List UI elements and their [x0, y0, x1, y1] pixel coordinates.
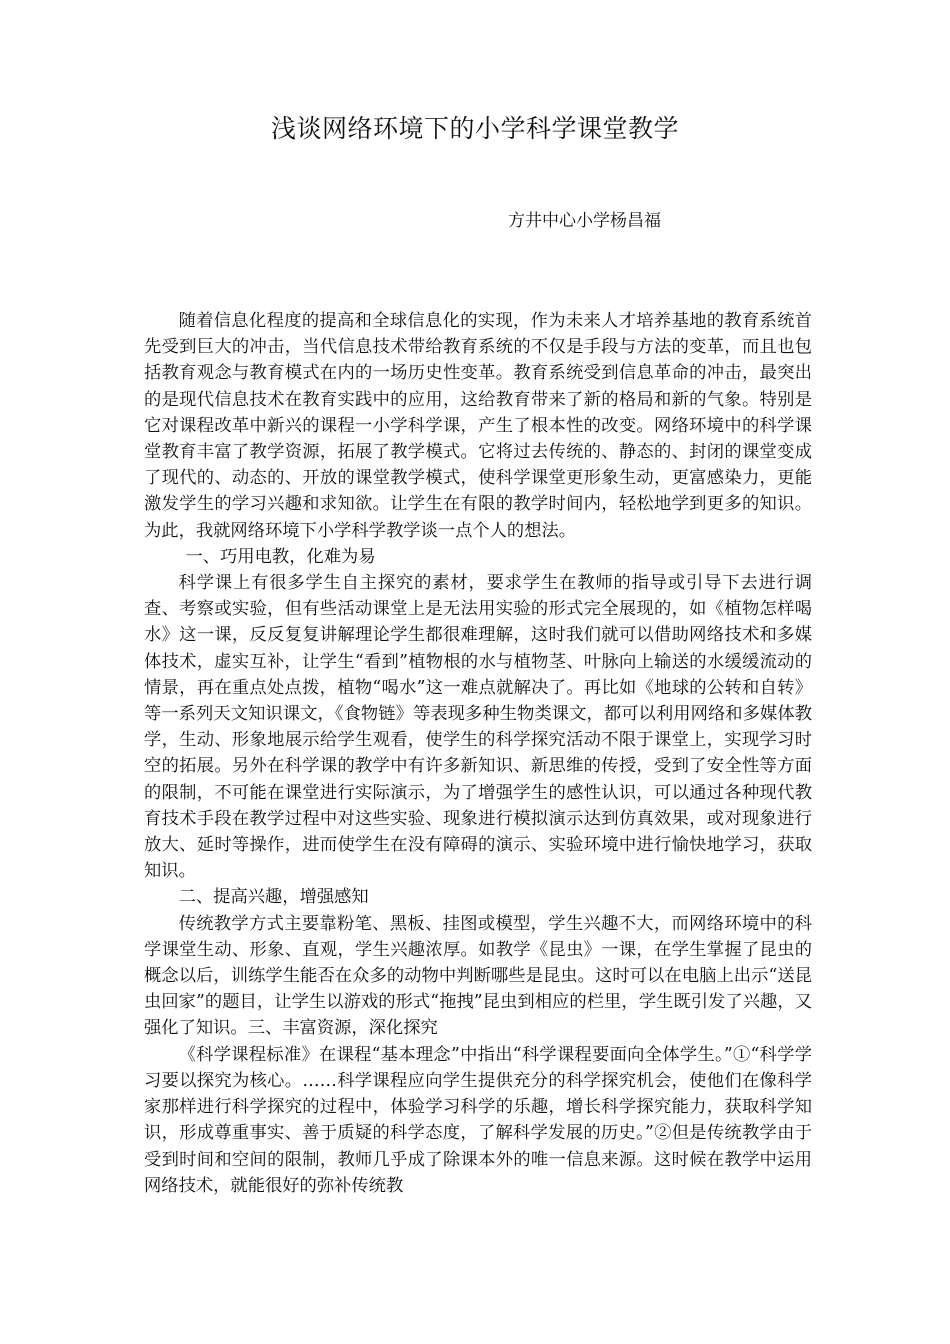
section-heading-2: 二、提高兴趣，增强感知 — [178, 887, 369, 908]
document-author: 方井中心小学杨昌福 — [508, 211, 661, 231]
paragraph-section-3: 《科学课程标准》在课程“基本理念”中指出“科学课程要面向全体学生。”①“科学学习要以探究为核心。……科学课程应向学生提供充分的科学探究机会，使他们在像科学家那样进行科学探究的过程中，体验学习科学的乐趣，增长科学探究能力，获取科学知识，形成尊重事实、善于质疑的科学态度，了解科学发展的历史。”②但是传统教学由于受到时间和空间的限制，教师几乎成了除课本外的唯一信息来源。这时候在教学中运用网络技术，就能很好的弥补传统教 — [144, 1044, 812, 1196]
paragraph-intro: 随着信息化程度的提高和全球信息化的实现，作为未来人才培养基地的教育系统首先受到巨大的冲击，当代信息技术带给教育系统的不仅是手段与方法的变革，而且也包括教育观念与教育模式在内的一场历史性变革。教育系统受到信息革命的冲击，最突出的是现代信息技术在教育实践中的应用，这给教育带来了新的格局和新的气象。特别是它对课程改革中新兴的课程一小学科学课，产生了根本性的改变。网络环境中的科学课堂教育丰富了教学资源，拓展了教学模式。它将过去传统的、静态的、封闭的课堂变成了现代的、动态的、开放的课堂教学模式，使科学课堂更形象生动，更富感染力，更能激发学生的学习兴趣和求知欲。让学生在有限的教学时间内，轻松地学到更多的知识。为此，我就网络环境下小学科学教学谈一点个人的想法。 — [144, 311, 812, 541]
paragraph-section-1: 科学课上有很多学生自主探究的素材，要求学生在教师的指导或引导下去进行调查、考察或实验，但有些活动课堂上是无法用实验的形式完全展现的，如《植物怎样喝水》这一课，反反复复讲解理论学生都很难理解，这时我们就可以借助网络技术和多媒体技术，虚实互补，让学生“看到”植物根的水与植物茎、叶脉向上输送的水缓缓流动的情景，再在重点处点拨，植物“喝水”这一难点就解决了。再比如《地球的公转和自转》等一系列天文知识课文，《食物链》等表现多种生物类课文，都可以利用网络和多媒体教学，生动、形象地展示给学生观看，使学生的科学探究活动不限于课堂上，实现学习时空的拓展。另外在科学课的教学中有许多新知识、新思维的传授，受到了安全性等方面的限制，不可能在课堂进行实际演示，为了增强学生的感性认识，可以通过各种现代教育技术手段在教学过程中对这些实验、现象进行模拟演示达到仿真效果，或对现象进行放大、延时等操作，进而使学生在没有障碍的演示、实验环境中进行愉快地学习，获取知识。 — [144, 573, 812, 882]
document-body — [144, 308, 812, 1199]
paragraph-section-2: 传统教学方式主要靠粉笔、黑板、挂图或模型，学生兴趣不大，而网络环境中的科学课堂生动、形象、直观，学生兴趣浓厚。如教学《昆虫》一课，在学生掌握了昆虫的概念以后，训练学生能否在众多的动物中判断哪些是昆虫。这时可以在电脑上出示“送昆虫回家”的题目，让学生以游戏的形式“拖拽”昆虫到相应的栏里，学生既引发了兴趣，又强化了知识。三、丰富资源，深化探究 — [144, 913, 812, 1039]
section-heading-1: 一、巧用电教，化难为易 — [185, 546, 376, 567]
document-title: 浅谈网络环境下的小学科学课堂教学 — [270, 114, 679, 143]
